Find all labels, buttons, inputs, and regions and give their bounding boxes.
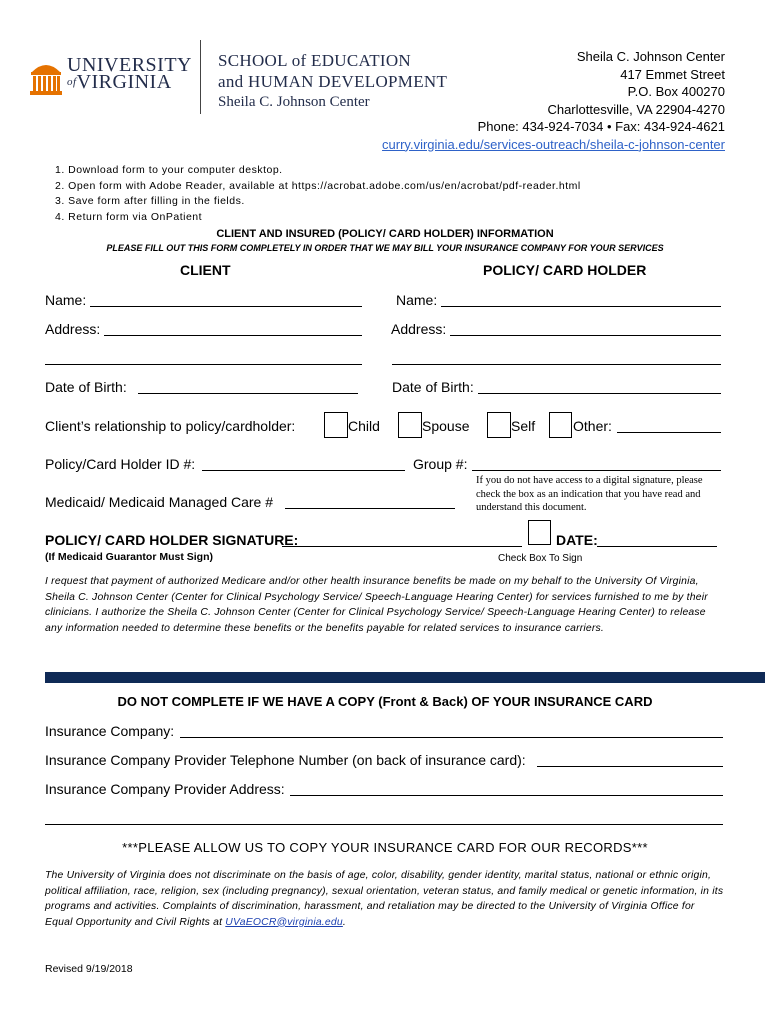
eocr-email-link[interactable]: UVaEOCR@virginia.edu (225, 916, 343, 928)
instruction-item: 1. Download form to your computer desktop. (55, 164, 283, 176)
copy-card-notice: ***PLEASE ALLOW US TO COPY YOUR INSURANCE CARD FOR OUR RECORDS*** (122, 840, 648, 855)
center-address (382, 48, 725, 153)
policy-id-label: Policy/Card Holder ID #: (45, 456, 196, 472)
group-field[interactable] (472, 470, 721, 471)
client-name-label: Name: (45, 292, 87, 308)
insurance-company-field[interactable] (180, 737, 723, 738)
holder-heading: POLICY/ CARD HOLDER (483, 262, 647, 278)
address-line: Charlottesville, VA 22904-4270 (547, 101, 725, 117)
holder-name-field[interactable] (441, 306, 721, 307)
insurance-company-label: Insurance Company: (45, 723, 175, 739)
other-label: Other: (573, 418, 612, 434)
date-field[interactable] (597, 546, 717, 547)
spouse-label: Spouse (422, 418, 470, 434)
instruction-item: 4. Return form via OnPatient (55, 210, 203, 223)
other-checkbox[interactable] (549, 412, 572, 438)
group-label: Group #: (413, 456, 468, 472)
signature-field[interactable] (282, 546, 522, 547)
signature-label: POLICY/ CARD HOLDER SIGNATURE: (45, 532, 299, 548)
university-logo-text (67, 54, 192, 93)
self-label: Self (511, 418, 536, 434)
uva-line1: UNIVERSITY (67, 54, 192, 76)
email-suffix: . (342, 916, 346, 928)
uva-line2: VIRGINIA (76, 71, 172, 93)
sign-checkbox[interactable] (528, 520, 551, 545)
client-name-field[interactable] (90, 306, 362, 307)
self-checkbox[interactable] (487, 412, 511, 438)
provider-address-field[interactable] (290, 795, 723, 796)
provider-address-field-2[interactable] (45, 824, 723, 825)
address-line: 417 Emmet Street (620, 66, 725, 82)
center-url-link[interactable]: curry.virginia.edu/services-outreach/sheila-c-johnson-center (382, 136, 725, 152)
client-dob-label: Date of Birth: (45, 379, 127, 395)
provider-phone-field[interactable] (537, 766, 723, 767)
client-address-label: Address: (45, 321, 101, 337)
holder-dob-label: Date of Birth: (392, 379, 474, 395)
nondiscrimination-text: The University of Virginia does not discriminate on the basis of age, color, disability, gender identity, marital status, national or ethnic origin, political affiliation, race, religion, sex (including pregnancy), sexual orientation, veteran status, and family medical or genetic information, in its programs and activities. Complaints of discrimination, harassment, and retaliation may be directed to the University of Virginia Office for Equal Opportunity and Civil Rights at (45, 870, 724, 928)
client-dob-field[interactable] (138, 393, 358, 394)
school-line3: Sheila C. Johnson Center (218, 94, 370, 110)
section1-subtitle: PLEASE FILL OUT THIS FORM COMPLETELY IN ORDER THAT WE MAY BILL YOUR INSURANCE COMPANY FOR YOUR SERVICES (106, 243, 664, 253)
other-field[interactable] (617, 432, 721, 433)
rotunda-logo-icon (30, 58, 62, 98)
digital-signature-note: If you do not have access to a digital signature, please check the box as an indication that you have read and understand this document. (476, 475, 703, 513)
instruction-item: 2. Open form with Adobe Reader, available at https://acrobat.adobe.com/us/en/acrobat/pdf-reader.html (55, 179, 581, 192)
medicaid-label: Medicaid/ Medicaid Managed Care # (45, 494, 274, 510)
medicaid-field[interactable] (285, 508, 455, 509)
phone-fax-line: Phone: 434-924-7034 • Fax: 434-924-4621 (477, 119, 725, 134)
date-label: DATE: (556, 532, 598, 548)
client-address-field-2[interactable] (45, 364, 362, 365)
section-divider-bar (45, 672, 765, 683)
school-line1: SCHOOL of EDUCATION (218, 51, 412, 70)
nondiscrimination-statement (45, 868, 725, 930)
authorization-text: I request that payment of authorized Medicare and/or other health insurance benefits be made on my behalf to the University Of Virginia, Sheila C. Johnson Center (Center for Clinical Psychology Service/ Speech-Language Hearing Center) for services furnished to me by their clinicians. I authorize the Sheila C. Johnson Center (Center for Clinical Psychology Service/ Speech-Language Hearing Center) to release any information needed to determine these benefits or the benefits payable for related services to insurance carriers. (45, 576, 708, 634)
provider-phone-label: Insurance Company Provider Telephone Number (on back of insurance card): (45, 752, 526, 768)
client-heading: CLIENT (180, 262, 231, 278)
client-address-field[interactable] (104, 335, 362, 336)
spouse-checkbox[interactable] (398, 412, 422, 438)
instruction-item: 3. Save form after filling in the fields. (55, 195, 245, 207)
holder-address-label: Address: (391, 321, 447, 337)
school-line2: and HUMAN DEVELOPMENT (218, 72, 448, 91)
address-line: Sheila C. Johnson Center (576, 49, 725, 64)
policy-id-field[interactable] (202, 470, 405, 471)
provider-address-label: Insurance Company Provider Address: (45, 781, 285, 797)
section2-title: DO NOT COMPLETE IF WE HAVE A COPY (Front & Back) OF YOUR INSURANCE CARD (117, 694, 653, 709)
holder-address-field[interactable] (450, 335, 721, 336)
section1-title: CLIENT AND INSURED (POLICY/ CARD HOLDER) INFORMATION (216, 228, 554, 240)
revised-date: Revised 9/19/2018 (45, 963, 133, 975)
check-box-to-sign-label: Check Box To Sign (498, 553, 583, 564)
instructions-list (55, 163, 581, 225)
address-line: P.O. Box 400270 (627, 84, 725, 99)
holder-name-label: Name: (396, 292, 438, 308)
header-divider (200, 40, 201, 114)
holder-address-field-2[interactable] (392, 364, 721, 365)
holder-dob-field[interactable] (478, 393, 721, 394)
signature-sublabel: (If Medicaid Guarantor Must Sign) (45, 551, 214, 563)
uva-of: of (67, 76, 77, 88)
child-checkbox[interactable] (324, 412, 348, 438)
child-label: Child (348, 418, 380, 434)
relationship-label: Client’s relationship to policy/cardholder: (45, 418, 296, 434)
